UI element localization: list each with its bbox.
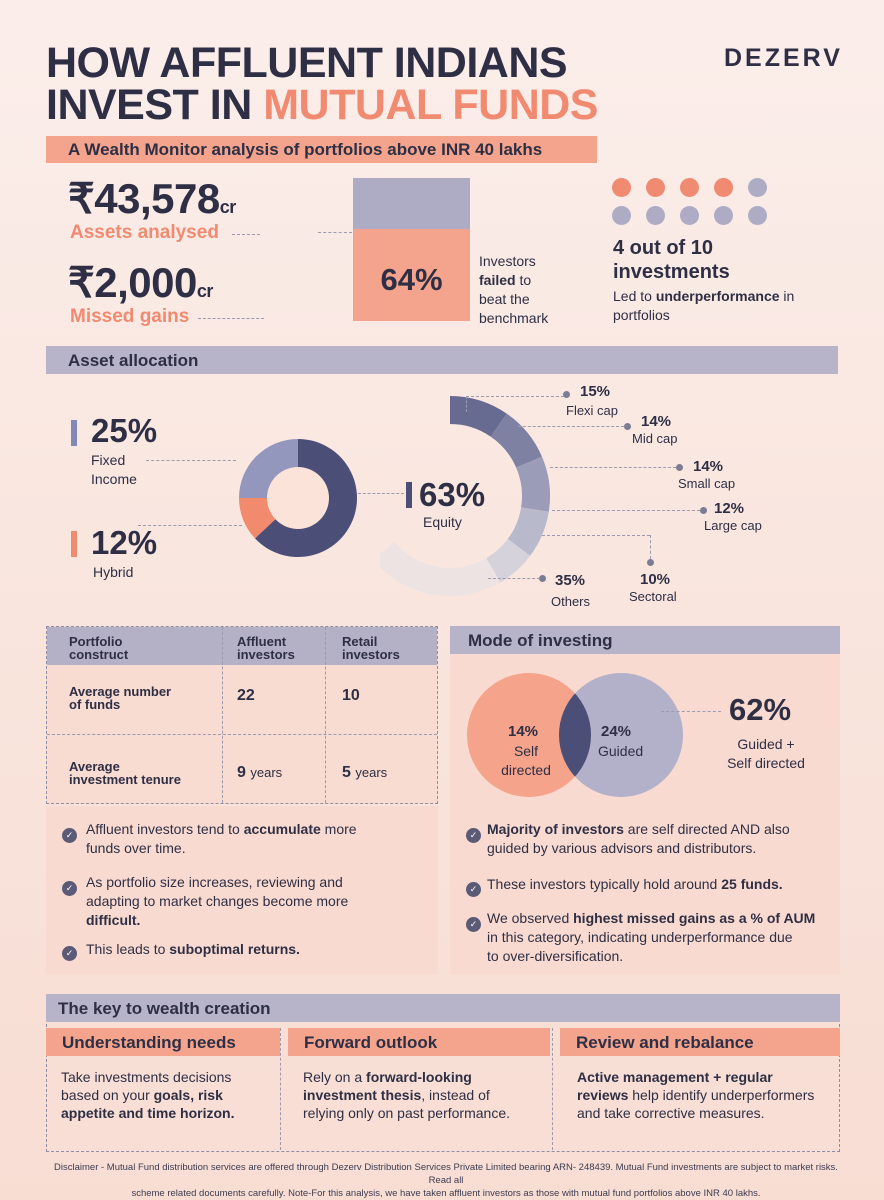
missed-amount: ₹2,000: [68, 259, 197, 306]
key-3-line-2: [577, 1086, 814, 1104]
note-1-c: more: [320, 821, 357, 837]
th-affluent-2: investors: [237, 647, 295, 662]
divider: [47, 734, 437, 735]
note-2-bold: difficult.: [86, 912, 141, 928]
note-2-line-3: [86, 911, 348, 930]
mid-cap-label: Mid cap: [632, 431, 678, 446]
assets-label: Assets analysed: [70, 222, 219, 243]
under-text-line-2: portfolios: [613, 307, 670, 323]
fail-text-bold: failed: [479, 272, 516, 288]
both-label: [716, 735, 816, 773]
mode-heading: Mode of investing: [450, 626, 840, 654]
key-card-1-title: Understanding needs: [46, 1028, 280, 1056]
key-card-2-body: [303, 1068, 510, 1122]
title-line-2-a: INVEST IN: [46, 81, 264, 129]
assets-amount: ₹43,578: [68, 175, 220, 222]
note-1-line-2: funds over time.: [86, 840, 186, 856]
flexi-cap-dot: [563, 391, 570, 398]
missed-label: Missed gains: [70, 306, 190, 327]
divider: [650, 535, 651, 559]
dot-ok-icon: [748, 178, 767, 197]
divider: [550, 467, 676, 468]
divider: [488, 578, 540, 579]
divider: [146, 460, 236, 461]
brand-logo: DEZERV: [724, 44, 843, 72]
divider: [518, 426, 624, 427]
others-dot: [539, 575, 546, 582]
equity-label: Equity: [423, 514, 462, 530]
left-notes: [46, 806, 438, 974]
key-card-2-title: Forward outlook: [288, 1028, 550, 1056]
key-3-line-1: [577, 1068, 814, 1086]
note-3-a: This leads to: [86, 941, 170, 957]
under-text-c: in: [779, 288, 795, 304]
fail-text-line-3: beat the: [479, 291, 530, 307]
divider: [198, 318, 264, 319]
mode-note-1-line-1: [487, 820, 790, 839]
self-label: [496, 742, 556, 780]
both-label-1: Guided +: [737, 736, 795, 752]
others-pct: 35%: [555, 572, 586, 589]
key-2-line-2: [303, 1086, 510, 1104]
row1-label-2: of funds: [69, 697, 121, 712]
th-portfolio-1: Portfolio: [69, 634, 123, 649]
row2-retail: [342, 764, 387, 782]
note-1-line-1: [86, 820, 357, 839]
missed-value: [68, 258, 213, 307]
mid-cap-pct: 14%: [641, 413, 672, 430]
mode-note-1-bold: Majority of investors: [487, 821, 624, 837]
dot-underperform-icon: [612, 178, 631, 197]
divider: [318, 232, 352, 233]
dot-underperform-icon: [646, 178, 665, 197]
divider: [232, 234, 260, 235]
subtitle-band: A Wealth Monitor analysis of portfolios above INR 40 lakhs: [46, 136, 597, 163]
hybrid-label: Hybrid: [93, 564, 134, 580]
title-line-2-b: MUTUAL FUNDS: [263, 81, 598, 129]
self-label-2: directed: [501, 762, 551, 778]
large-cap-dot: [700, 507, 707, 514]
disclaimer: [46, 1161, 846, 1200]
key-3-line-3: and take corrective measures.: [577, 1105, 765, 1121]
dot-ok-icon: [748, 206, 767, 225]
hybrid-marker: [71, 531, 77, 557]
row2-label-1: Average: [69, 759, 120, 774]
key-1-line-2: [61, 1086, 234, 1104]
mode-note-2-b: 25 funds.: [721, 876, 783, 892]
fail-pct: 64%: [380, 262, 443, 297]
key-2-b: forward-looking: [366, 1069, 472, 1085]
key-2-c: investment thesis: [303, 1087, 422, 1103]
key-card-3-title: Review and rebalance: [560, 1028, 840, 1056]
large-cap-pct: 12%: [714, 500, 745, 517]
under-text-a: Led to: [613, 288, 656, 304]
row2-retail-value: 5: [342, 764, 351, 781]
row1-label-1: Average number: [69, 684, 172, 699]
row1-retail: 10: [342, 687, 360, 704]
note-2-line-2: adapting to market changes become more: [86, 893, 349, 909]
under-title: [613, 236, 730, 284]
row1-label: [69, 685, 171, 711]
fixed-income-label-1: Fixed: [91, 452, 126, 468]
equity-pct: 63%: [419, 476, 486, 513]
mode-note-2: [487, 875, 783, 894]
mode-note-3-line-2: in this category, indicating underperformance due: [487, 929, 793, 945]
key-card-1-body: [61, 1068, 234, 1122]
check-icon: ✓: [62, 943, 77, 961]
note-2-line-1: As portfolio size increases, reviewing and: [86, 874, 343, 890]
note-1-b: accumulate: [243, 821, 321, 837]
dot-ok-icon: [646, 206, 665, 225]
key-3-c: help identify underperformers: [628, 1087, 815, 1103]
fail-text-line-4: benchmark: [479, 310, 549, 326]
small-cap-label: Small cap: [678, 476, 736, 491]
divider: [552, 1028, 553, 1150]
check-icon: ✓: [466, 879, 481, 897]
arc-others: [380, 542, 500, 596]
row2-affluent-value: 9: [237, 764, 246, 781]
divider: [552, 510, 700, 511]
key-2-line-1: [303, 1068, 510, 1086]
divider: [466, 396, 564, 397]
others-label: Others: [551, 594, 591, 609]
check-icon: ✓: [466, 914, 481, 932]
dot-underperform-icon: [680, 178, 699, 197]
divider: [466, 396, 467, 412]
sectoral-label: Sectoral: [629, 589, 677, 604]
key-2-line-3: relying only on past performance.: [303, 1105, 510, 1121]
note-1-a: Affluent investors tend to: [86, 821, 244, 837]
asset-allocation-heading: Asset allocation: [46, 346, 838, 374]
both-label-2: Self directed: [727, 755, 805, 771]
divider: [138, 525, 242, 526]
title-line-2: [46, 81, 598, 129]
assets-unit: cr: [219, 197, 236, 217]
mode-note-3: [487, 909, 815, 966]
check-icon: ✓: [62, 878, 77, 896]
mode-note-3-a: We observed: [487, 910, 574, 926]
row2-label-2: investment tenure: [69, 772, 181, 787]
guided-pct: 24%: [601, 723, 632, 740]
key-1-line-1: Take investments decisions: [61, 1069, 232, 1085]
page-title: [46, 39, 598, 129]
table-header-affluent: [222, 627, 325, 665]
under-text-line-1: [613, 287, 794, 306]
under-title-line-2: investments: [613, 261, 730, 283]
row2-retail-unit: years: [355, 765, 388, 780]
mode-note-3-line-3: to over-diversification.: [487, 948, 624, 964]
fail-text: [479, 252, 548, 328]
row1-affluent: 22: [237, 687, 255, 704]
under-text: [613, 287, 794, 325]
th-portfolio-2: construct: [69, 647, 129, 662]
portfolio-table: [46, 626, 438, 804]
fail-text-line-2: [479, 271, 548, 290]
dot-ok-icon: [612, 206, 631, 225]
note-3-b: suboptimal returns.: [169, 941, 300, 957]
key-heading: The key to wealth creation: [46, 994, 840, 1022]
both-pct: 62%: [729, 692, 792, 727]
key-1-c: goals, risk: [153, 1087, 223, 1103]
check-icon: ✓: [62, 825, 77, 843]
mode-note-1-line-2: guided by various advisors and distributors.: [487, 840, 757, 856]
th-affluent-1: Affluent: [237, 634, 287, 649]
mid-cap-dot: [624, 423, 631, 430]
hybrid-pct: 12%: [91, 524, 158, 561]
note-2: [86, 873, 348, 930]
dot-ok-icon: [714, 206, 733, 225]
divider: [325, 627, 326, 803]
th-retail-1: Retail: [342, 634, 378, 649]
key-1-line-3: [61, 1104, 234, 1122]
fail-text-line-1: Investors: [479, 253, 536, 269]
mode-note-1: [487, 820, 790, 858]
dot-underperform-icon: [714, 178, 733, 197]
small-cap-pct: 14%: [693, 458, 724, 475]
missed-unit: cr: [196, 281, 213, 301]
under-text-bold: underperformance: [655, 288, 780, 304]
fixed-income-label-2: Income: [91, 471, 137, 487]
mode-note-3-b: highest missed gains as a % of AUM: [573, 910, 816, 926]
self-pct: 14%: [508, 723, 539, 740]
fixed-income-pct: 25%: [91, 412, 158, 449]
donut-hole: [267, 467, 329, 529]
guided-label: Guided: [598, 743, 644, 759]
key-3-a: Active management + regular: [577, 1069, 773, 1085]
row2-affluent-unit: years: [250, 765, 283, 780]
divider: [222, 627, 223, 803]
key-card-3-body: [577, 1068, 814, 1122]
divider: [280, 1028, 281, 1150]
key-2-a: Rely on a: [303, 1069, 367, 1085]
divider: [661, 711, 721, 712]
key-1-b: based on your: [61, 1087, 154, 1103]
flexi-cap-label: Flexi cap: [566, 403, 619, 418]
divider: [542, 535, 650, 536]
assets-value: [68, 174, 236, 223]
small-cap-dot: [676, 464, 683, 471]
note-1: [86, 820, 357, 858]
fail-text-to: to: [515, 272, 532, 288]
disclaimer-line-1: Disclaimer - Mutual Fund distribution services are offered through Dezerv Distribution Services Private Limited bearing ARN- 248439. Mutual Fund investments are subject to market risks. Read all: [54, 1162, 838, 1186]
sectoral-dot: [647, 559, 654, 566]
mode-note-2-a: These investors typically hold around: [487, 876, 722, 892]
sectoral-pct: 10%: [640, 571, 671, 588]
key-1-d: appetite and time horizon.: [61, 1105, 235, 1121]
self-label-1: Self: [513, 743, 539, 759]
table-header-retail: [325, 627, 437, 665]
under-title-line-1: 4 out of 10: [613, 237, 714, 259]
key-3-b: reviews: [577, 1087, 629, 1103]
row2-label: [69, 760, 181, 786]
title-line-1: HOW AFFLUENT INDIANS: [46, 39, 568, 87]
key-2-d: , instead of: [421, 1087, 490, 1103]
table-header-portfolio: [47, 627, 222, 665]
fail-bar: [353, 178, 470, 321]
large-cap-label: Large cap: [704, 518, 762, 533]
flexi-cap-pct: 15%: [580, 383, 611, 400]
mode-note-1-rest: are self directed AND also: [623, 821, 790, 837]
allocation-donut: [238, 438, 358, 558]
mode-note-3-line-1: [487, 909, 815, 928]
dot-ok-icon: [680, 206, 699, 225]
check-icon: ✓: [466, 825, 481, 843]
fixed-income-label: [91, 451, 137, 489]
fixed-income-marker: [71, 420, 77, 446]
note-3: [86, 940, 300, 959]
row2-affluent: [237, 764, 282, 782]
disclaimer-line-2: scheme related documents carefully. Note-For this analysis, we have taken affluent investors as those with mutual fund portfolios above INR 40 lakhs.: [131, 1188, 761, 1199]
th-retail-2: investors: [342, 647, 400, 662]
